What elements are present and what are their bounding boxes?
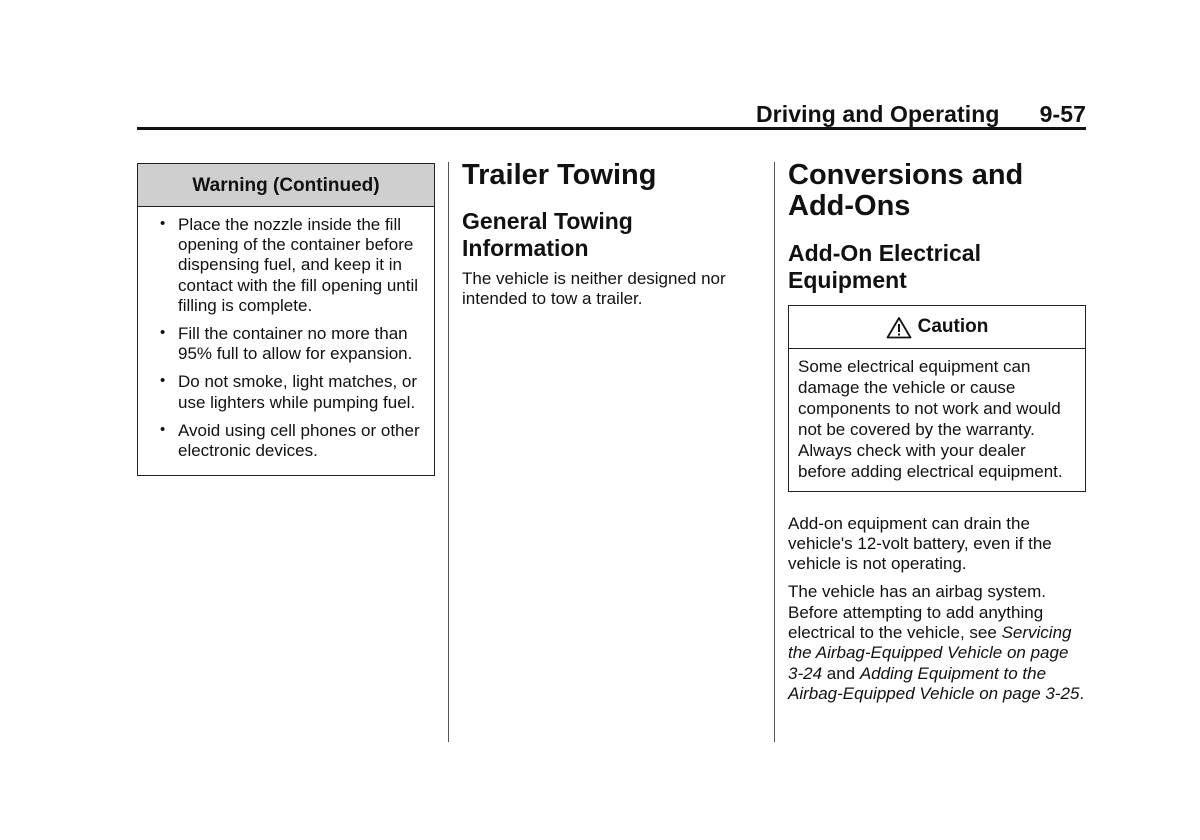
trailer-towing-heading: Trailer Towing (462, 159, 657, 191)
warning-item: • Fill the container no more than 95% full to allow for expansion. (160, 324, 413, 364)
column-left (137, 160, 435, 476)
warning-item: • Place the nozzle inside the fill opening of the container before dispensing fuel, and keep it in contact with the fill opening until filling is complete. (160, 215, 419, 315)
airbag-servicing-reference: Servicing the Airbag-Equipped Vehicle on page 3-24 (788, 623, 1072, 683)
general-towing-heading: General Towing Information (462, 208, 633, 261)
section-title: Driving and Operating (755, 101, 1000, 127)
warning-title: Warning (Continued) (138, 164, 434, 207)
warning-list (138, 207, 434, 475)
column-right (788, 160, 1086, 704)
caution-body: Some electrical equipment can damage the vehicle or cause components to not work and would not be covered by the warranty. Always check with your dealer before adding electrical equipment. (798, 357, 1063, 482)
airbag-paragraph: The vehicle has an airbag system. Before attempting to add anything electrical to the vehicle, see Servicing the Airbag-Equipped Vehicle on page 3-24 and Adding Equipment to the Airbag-Equipped Vehicle on page 3-25. (788, 582, 1085, 703)
column-divider-right (774, 162, 775, 742)
warning-box (137, 163, 435, 476)
bullet-icon: • (160, 324, 166, 342)
bullet-icon: • (160, 372, 166, 390)
bullet-icon: • (160, 420, 166, 438)
warning-triangle-icon (886, 316, 912, 339)
add-on-electrical-heading: Add-On Electrical Equipment (788, 240, 981, 293)
battery-paragraph: Add-on equipment can drain the vehicle's 12-volt battery, even if the vehicle is not operating. (788, 513, 1052, 574)
column-middle (462, 160, 762, 310)
caution-header (789, 306, 1085, 349)
conversions-heading: Conversions and Add-Ons (788, 159, 1024, 222)
page-header (137, 100, 1086, 130)
airbag-equipment-reference: Adding Equipment to the Airbag-Equipped Vehicle on page 3-25 (788, 663, 1080, 703)
caution-box (788, 305, 1086, 492)
warning-item: • Do not smoke, light matches, or use lighters while pumping fuel. (160, 372, 418, 412)
caution-title: Caution (917, 316, 989, 337)
column-divider-left (448, 162, 449, 742)
bullet-icon: • (160, 215, 166, 232)
warning-item: • Avoid using cell phones or other electronic devices. (160, 420, 420, 461)
towing-paragraph: The vehicle is neither designed nor intended to tow a trailer. (462, 269, 726, 309)
page-number: 9-57 (1039, 101, 1086, 127)
